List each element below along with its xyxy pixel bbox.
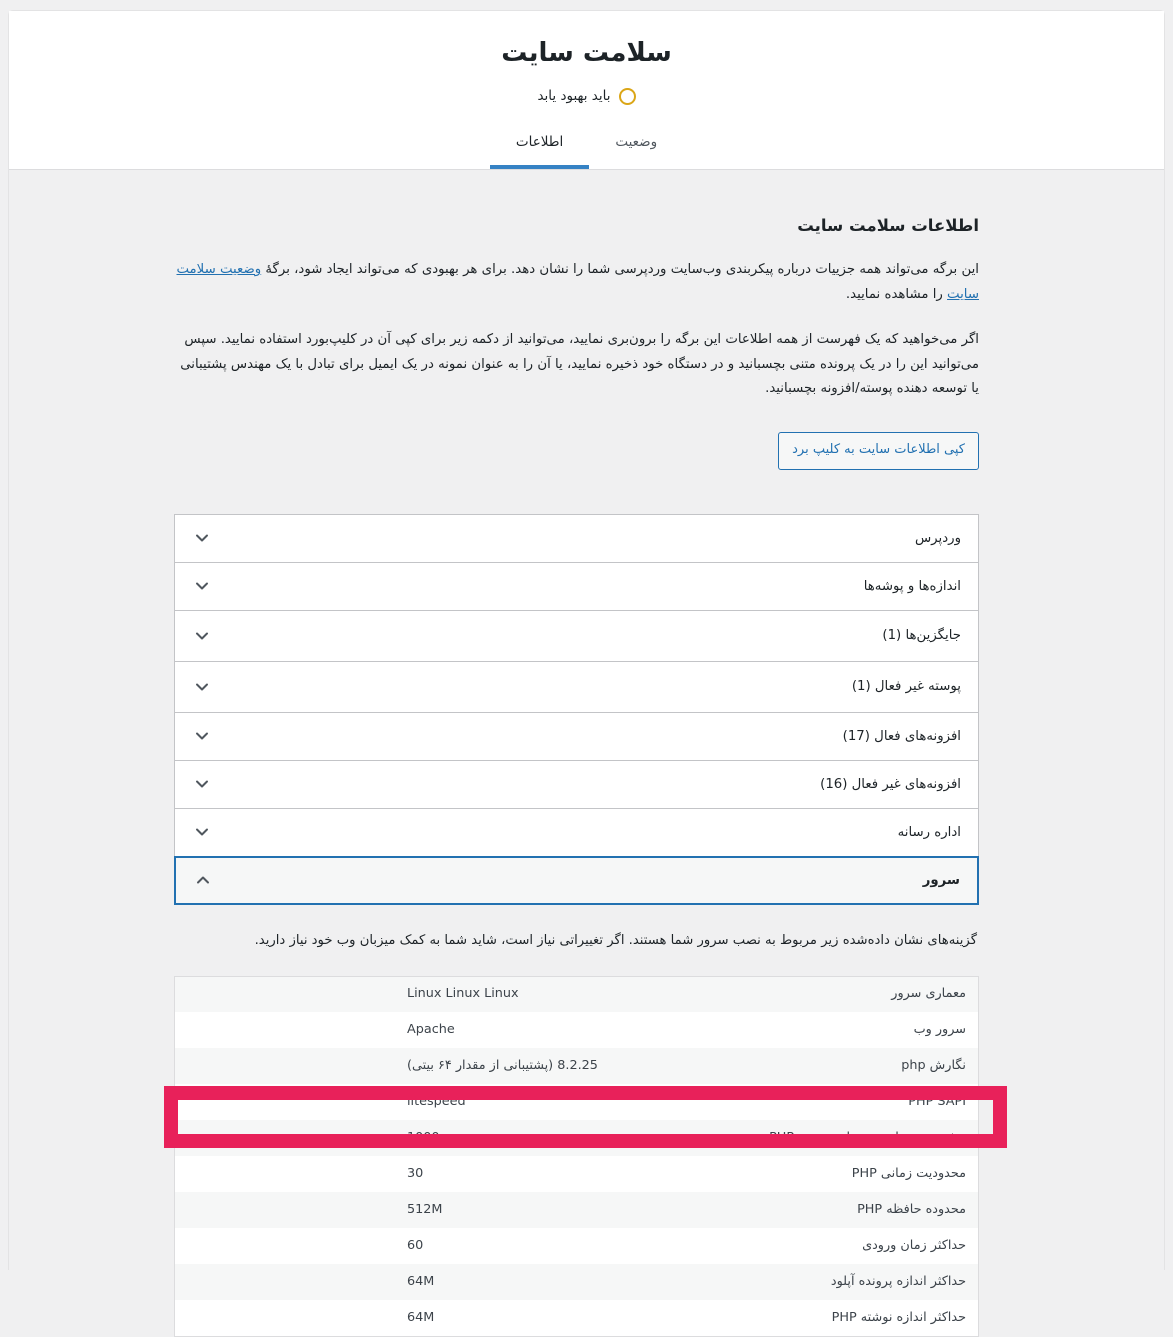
health-tabs (9, 127, 1164, 170)
row-key: بیشترین مقدار متغیرهای ورودی PHP (769, 1129, 966, 1145)
accordion-label-server: سرور (922, 872, 960, 888)
row-key: حداکثر اندازه پرونده آپلود (830, 1273, 966, 1289)
row-key: محدودیت زمانی PHP (851, 1165, 966, 1181)
table-row (175, 1264, 979, 1300)
chevron-up-icon (193, 870, 213, 890)
table-row (175, 1084, 979, 1120)
row-key: نگارش php (901, 1057, 966, 1073)
accordion-item-media-handling[interactable] (175, 809, 978, 857)
tab-info[interactable] (490, 127, 589, 170)
health-status-label: باید بهبود یابد (537, 88, 611, 105)
section-heading: اطلاعات سلامت سایت (797, 216, 979, 235)
server-info-table (174, 976, 979, 1337)
row-key: حداکثر اندازه نوشته PHP (831, 1309, 966, 1325)
site-info-accordion (174, 514, 979, 905)
row-key: محدوده حافظه PHP (857, 1201, 966, 1217)
accordion-header-server[interactable] (176, 858, 977, 903)
table-row (175, 1012, 979, 1048)
chevron-down-icon (192, 677, 212, 697)
accordion-label-media-handling: اداره رسانه (897, 824, 961, 840)
row-value: 8.2.25 (پشتیبانی از مقدار ۶۴ بیتی) (407, 1057, 598, 1073)
health-status-indicator (9, 88, 1164, 105)
accordion-header-wordpress[interactable] (175, 515, 978, 562)
intro-text-after: را مشاهده نمایید. (845, 286, 948, 302)
row-value: 64M (407, 1273, 435, 1289)
row-value: Linux Linux Linux (407, 986, 519, 1002)
chevron-down-icon (192, 626, 212, 646)
accordion-item-wordpress[interactable] (175, 515, 978, 563)
accordion-label-dropins: جایگزین‌ها (1) (882, 628, 961, 644)
site-health-header (9, 11, 1164, 170)
accordion-header-active-plugins[interactable] (175, 713, 978, 760)
row-key: حداکثر زمان ورودی (862, 1237, 966, 1253)
accordion-header-sizes-directories[interactable] (175, 563, 978, 610)
tab-status-label: وضعیت (615, 133, 658, 150)
server-panel (174, 905, 979, 1337)
accordion-label-sizes-directories: اندازه‌ها و پوشه‌ها (863, 578, 961, 594)
accordion-item-dropins[interactable] (175, 611, 978, 662)
table-row (175, 1120, 979, 1156)
accordion-label-wordpress: وردپرس (914, 530, 961, 546)
content-area (9, 214, 1164, 1337)
row-value: 60 (407, 1237, 424, 1253)
intro-paragraph-2: اگر می‌خواهید که یک فهرست از همه اطلاعات این برگه را برون‌بری نمایید، می‌توانید از دکمه زیر برای کپی آن در کلیپ‌بورد استفاده نمایید. سپس می‌توانید این را در یک پرونده متنی بچسبانید و در دستگاه خود ذخیره نمایید، یا آن را به عنوان نمونه در یک ایمیل برای تبادل با یک مهندس پشتیبانی یا توسعه دهنده پوسته/افزونه بچسبانید. (180, 332, 979, 397)
chevron-down-icon (192, 726, 212, 746)
chevron-down-icon (192, 528, 212, 548)
table-row-php-memory-limit (175, 1192, 979, 1228)
copy-button-row (174, 432, 979, 470)
row-value: 1000 (407, 1129, 440, 1145)
page-frame (8, 10, 1165, 1325)
intro-text-before: این برگه می‌تواند همه جزییات درباره پیکربندی وب‌سایت وردپرسی شما را نشان دهد. برای هر بهبودی که می‌تواند ایجاد شود، برگهٔ (261, 262, 979, 278)
table-row (175, 1048, 979, 1084)
accordion-label-inactive-theme: پوسته غیر فعال (1) (851, 679, 961, 695)
chevron-down-icon (192, 576, 212, 596)
status-ring-icon (619, 88, 636, 105)
accordion-header-dropins[interactable] (175, 611, 978, 661)
chevron-down-icon (192, 822, 212, 842)
row-value: 30 (407, 1165, 424, 1181)
table-row (175, 1228, 979, 1264)
page-title: سلامت سایت (501, 38, 672, 68)
row-key: معماری سرور (891, 986, 966, 1002)
content-inner (174, 214, 979, 1337)
row-key: سرور وب (913, 1021, 966, 1037)
accordion-item-inactive-plugins[interactable] (175, 761, 978, 809)
row-value: litespeed (407, 1093, 466, 1109)
tab-info-label: اطلاعات (515, 133, 564, 150)
row-value: 512M (407, 1201, 443, 1217)
accordion-item-sizes-directories[interactable] (175, 563, 978, 611)
accordion-header-inactive-plugins[interactable] (175, 761, 978, 808)
accordion-label-inactive-plugins: افزونه‌های غیر فعال (16) (820, 776, 961, 792)
intro-paragraph-1 (174, 258, 979, 307)
accordion-item-active-plugins[interactable] (175, 713, 978, 761)
accordion-label-active-plugins: افزونه‌های فعال (17) (842, 728, 961, 744)
table-row (175, 1300, 979, 1336)
site-health-status-link[interactable]: وضعیت سلامت سایت (176, 262, 979, 302)
row-value: Apache (407, 1021, 455, 1037)
copy-site-info-button[interactable]: کپی اطلاعات سایت به کلیپ برد (778, 432, 979, 470)
accordion-item-server[interactable] (174, 856, 979, 905)
table-row (175, 1156, 979, 1192)
accordion-header-media-handling[interactable] (175, 809, 978, 856)
accordion-header-inactive-theme[interactable] (175, 662, 978, 712)
server-panel-description: گزینه‌های نشان داده‌شده زیر مربوط به نصب سرور شما هستند. اگر تغییراتی نیاز است، شاید شما به کمک میزبان وب خود نیاز دارید. (254, 932, 977, 948)
row-value: 64M (407, 1309, 435, 1325)
accordion-item-inactive-theme[interactable] (175, 662, 978, 713)
tab-status[interactable] (589, 127, 683, 170)
chevron-down-icon (192, 774, 212, 794)
row-key: PHP SAPI (908, 1093, 966, 1109)
table-row (175, 976, 979, 1012)
